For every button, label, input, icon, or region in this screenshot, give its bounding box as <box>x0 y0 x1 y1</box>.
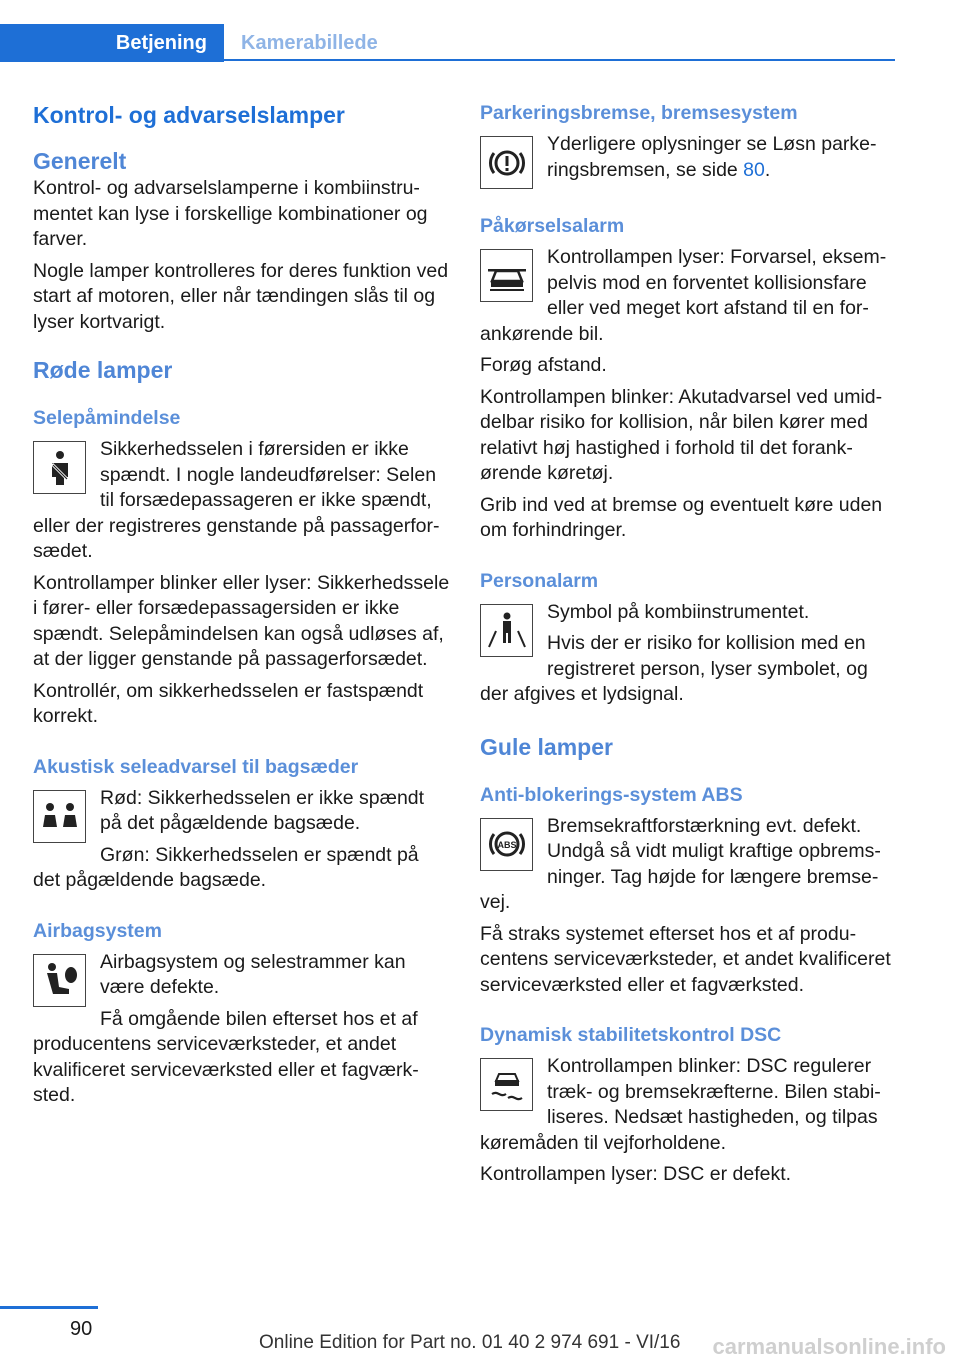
page-title: Kontrol- og advarselslamper <box>33 102 345 128</box>
heading-paakoerselsalarm: Påkørselsalarm <box>480 215 625 237</box>
paragraph: Nogle lamper kontrolleres for deres funktion ved start af motoren, eller når tændingen slås til og lyser kortvarigt. <box>33 259 449 333</box>
tab-kamerabillede[interactable]: Kamerabillede <box>241 32 378 54</box>
heading-akustisk-seleadvarsel: Akustisk seleadvarsel til bagsæder <box>33 755 359 778</box>
paragraph: Forøg afstand. <box>480 354 607 376</box>
paragraph: Grib ind ved at bremse og eventuelt køre uden om forhindringer. <box>480 493 883 541</box>
paragraph: Kontrollér, om sikkerhedsselen er fastspændt korrekt. <box>33 679 424 727</box>
paragraph: Bremsekraftforstærkning evt. defekt. Undgå så vidt muligt kraftige opbremsninger. Tag højde for længere bremsevej. <box>480 814 881 913</box>
paragraph: Grøn: Sikkerhedsselen er spændt på det pågældende bagsæde. <box>33 843 419 891</box>
rear-seat-occupants-icon <box>33 790 86 843</box>
paragraph: Kontrollampen lyser: Forvarsel, eksempelvis mod en forventet kollisionsfare eller ved meget kort afstand til en forankørende bil. <box>480 246 887 345</box>
tab-underline <box>224 59 895 61</box>
heading-gule-lamper: Gule lamper <box>480 733 613 760</box>
paragraph: Hvis der er risiko for kollision med en registreret person, lyser symbolet, og der afgives et lydsignal. <box>480 632 868 705</box>
seatbelt-icon <box>33 441 86 494</box>
left-column <box>33 100 451 1109</box>
paragraph: Sikkerhedsselen i førersiden er ikke spændt. I nogle landeudførelser: Selen til forsædepassageren er ikke spændt, eller der registreres genstande på passagerforsædet. <box>33 438 440 562</box>
heading-airbagsystem: Airbagsystem <box>33 919 162 942</box>
heading-parkeringsbremse: Parkeringsbremse, bremsesystem <box>480 102 798 124</box>
airbag-icon <box>33 954 86 1007</box>
paragraph: Kontrollampen blinker: DSC regulerer træk- og bremsekræfterne. Bilen stabiliseres. Nedsæt hastigheden, og tilpas køremåden til vejforholdene. <box>480 1055 881 1154</box>
paragraph: Yderligere oplysninger se Løsn parkeringsbremsen, se side 80. <box>547 133 877 181</box>
chapter-tab-bar <box>0 24 895 62</box>
edition-footer: Online Edition for Part no. 01 40 2 974 691 - VI/16 <box>259 1332 681 1353</box>
paragraph: Få straks systemet efterset hos et af producentens serviceværksteder, et andet kvalificeret serviceværksted eller et fagværksted. <box>480 922 891 996</box>
collision-warning-car-icon <box>480 249 533 302</box>
heading-abs: Anti-blokerings-system ABS <box>480 783 743 806</box>
watermark: carmanualsonline.info <box>712 1334 946 1359</box>
paragraph: Få omgående bilen efterset hos et af producentens serviceværksteder, et andet kvalificeret serviceværksted eller et fagværksted. <box>33 1007 419 1106</box>
pedestrian-warning-icon <box>480 604 533 657</box>
page-link-80[interactable]: 80 <box>743 158 765 181</box>
tab-betjening[interactable]: Betjening <box>0 24 224 62</box>
page-number: 90 <box>70 1318 93 1340</box>
paragraph: Kontrollampen blinker: Akutadvarsel ved umiddelbar risiko for kollision, når bilen kører med relativt høj hastighed i forhold til det forankørende køretøj. <box>480 385 883 484</box>
heading-selepaamindelse: Selepåmindelse <box>33 407 181 429</box>
paragraph: Kontrol- og advarselslamperne i kombiinstrumentet kan lyse i forskellige kombinationer og farver. <box>33 177 428 250</box>
dsc-skid-car-icon <box>480 1058 533 1111</box>
paragraph: Kontrollampen lyser: DSC er defekt. <box>480 1163 792 1185</box>
paragraph: Kontrollamper blinker eller lyser: Sikkerhedssele i fører- eller forsædepassagersiden er ikke spændt. Selepåmindelsen kan også udløses af, at der ligger genstande på passagerforsædet. <box>33 571 450 670</box>
right-column <box>480 100 898 1188</box>
abs-icon-label: ABS <box>496 840 517 850</box>
heading-dsc: Dynamisk stabilitetskontrol DSC <box>480 1024 782 1046</box>
abs-icon <box>480 818 533 871</box>
heading-generelt: Generelt <box>33 148 127 174</box>
paragraph: Symbol på kombiinstrumentet. <box>547 600 810 623</box>
brake-warning-icon <box>480 136 533 189</box>
heading-personalarm: Personalarm <box>480 569 599 592</box>
page-number-rule <box>0 1306 98 1309</box>
heading-roede-lamper: Røde lamper <box>33 357 173 383</box>
paragraph: Airbagsystem og selestrammer kan være defekte. <box>100 950 406 998</box>
paragraph: Rød: Sikkerhedsselen er ikke spændt på det pågældende bagsæde. <box>100 786 425 834</box>
